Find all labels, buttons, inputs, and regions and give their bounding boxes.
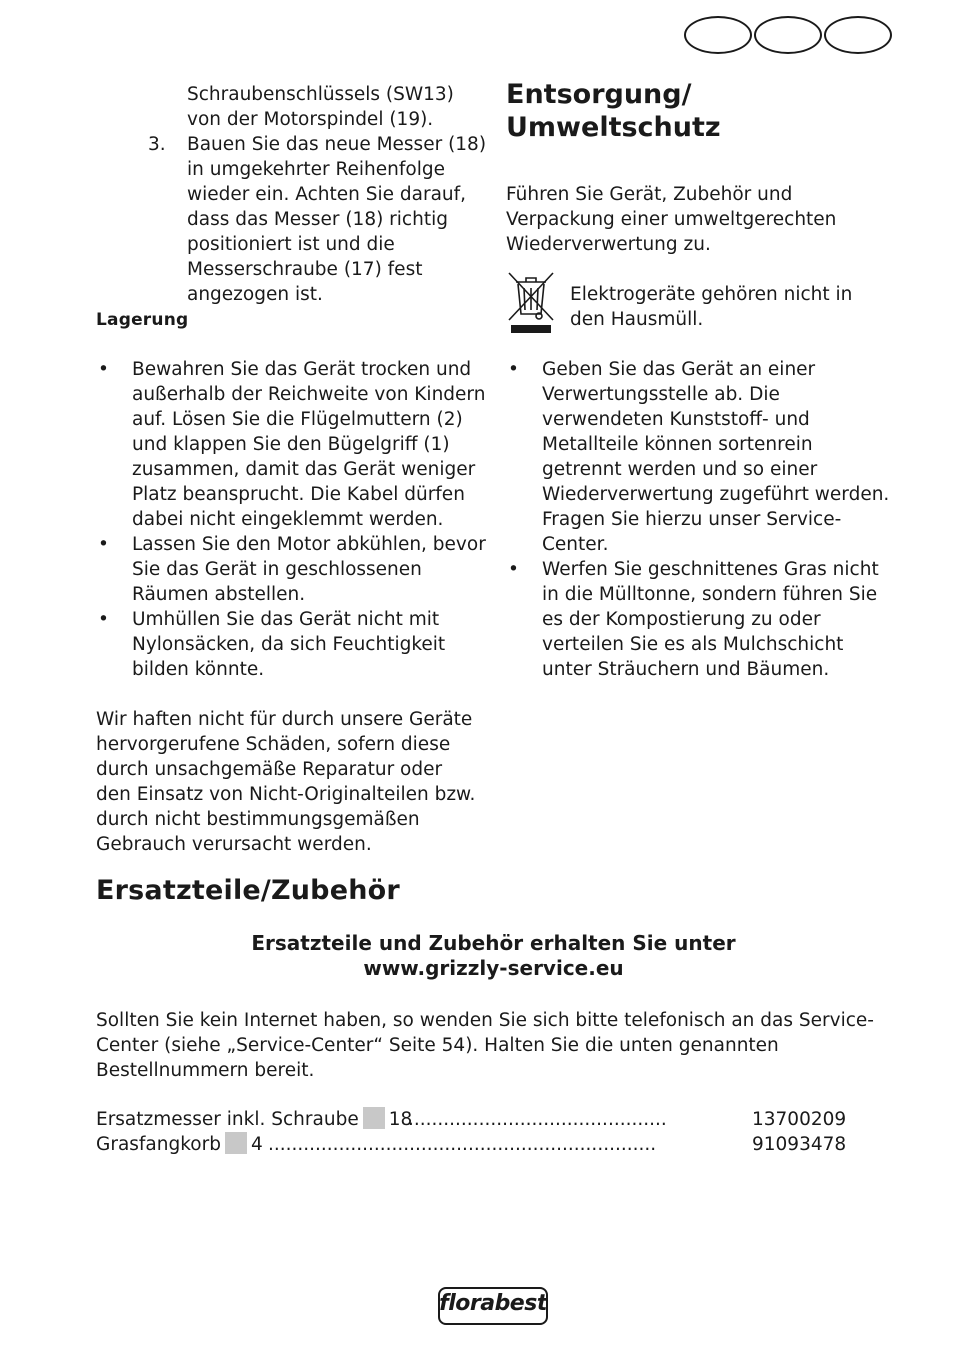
step-text: Bauen Sie das neue Messer (18) in umgekehrter Reihenfolge wieder ein. Achten Sie darauf, dass das Messer (18) richtig positioniert ist und die Messerschraube (17) fest angezogen ist. bbox=[187, 134, 487, 305]
language-badges bbox=[684, 16, 890, 52]
dot-leader: .................................................................. bbox=[268, 1134, 657, 1155]
part-name: Ersatzmesser inkl. Schraube bbox=[96, 1109, 359, 1130]
part-label bbox=[96, 1132, 263, 1157]
step-number: 3. bbox=[148, 134, 166, 155]
liability-text: Wir haften nicht für durch unsere Geräte hervorgerufene Schäden, sofern diese durch unsachgemäße Reparatur oder den Einsatz von Nicht-Originalteilen bzw. durch nicht bestimmungsgemäßen Gebrauch verursacht werden. bbox=[96, 709, 476, 855]
bullet-icon: • bbox=[98, 359, 109, 380]
bullet-icon: • bbox=[98, 609, 109, 630]
list-item-text: Bewahren Sie das Gerät trocken und außerhalb der Reichweite von Kindern auf. Lösen Sie die Flügelmuttern (2) und klappen Sie den Bügelgriff (1) zusammen, damit das Gerät weniger Platz beansprucht. Die Kabel dürfen dabei nicht eingeklemmt werden. bbox=[132, 359, 486, 530]
color-swatch bbox=[225, 1132, 247, 1154]
parts-row bbox=[96, 1107, 856, 1132]
logo-text: florabest bbox=[439, 1291, 547, 1316]
lagerung-list bbox=[96, 357, 486, 682]
crossed-out-wheelie-bin-icon bbox=[506, 270, 556, 334]
language-oval bbox=[754, 16, 822, 54]
parts-row bbox=[96, 1132, 856, 1157]
dot-leader: ............................................ bbox=[408, 1109, 667, 1130]
subheading-line: Ersatzteile und Zubehör erhalten Sie unter bbox=[251, 931, 736, 955]
bullet-icon: • bbox=[508, 359, 519, 380]
florabest-logo bbox=[438, 1283, 548, 1325]
language-oval bbox=[684, 16, 752, 54]
list-item bbox=[506, 557, 891, 682]
entsorgung-text: Führen Sie Gerät, Zubehör und Verpackung einer umweltgerechten Wiederverwertung zu. bbox=[506, 184, 837, 255]
list-item-text: Lassen Sie den Motor abkühlen, bevor Sie das Gerät in geschlossenen Räumen abstellen. bbox=[132, 534, 486, 605]
lagerung-heading: Lagerung bbox=[96, 310, 189, 330]
parts-list bbox=[96, 1107, 856, 1157]
language-oval bbox=[824, 16, 892, 54]
list-item bbox=[96, 357, 486, 532]
part-label bbox=[96, 1107, 412, 1132]
step-3 bbox=[96, 132, 486, 307]
color-swatch bbox=[363, 1107, 385, 1129]
list-item bbox=[96, 532, 486, 607]
service-url-link[interactable]: www.grizzly-service.eu bbox=[363, 956, 624, 980]
part-ref: 18 bbox=[388, 1109, 413, 1130]
heading-line: Entsorgung/ bbox=[506, 79, 692, 110]
entsorgung-heading bbox=[506, 78, 891, 144]
heading-line: Umweltschutz bbox=[506, 112, 721, 143]
list-item-text: Umhüllen Sie das Gerät nicht mit Nylonsäcken, da sich Feuchtigkeit bilden könnte. bbox=[132, 609, 446, 680]
step-continuation-text: Schraubenschlüssels (SW13) von der Motorspindel (19). bbox=[187, 84, 454, 130]
ersatzteile-heading: Ersatzteile/Zubehör bbox=[96, 875, 400, 906]
list-item-text: Werfen Sie geschnittenes Gras nicht in die Mülltonne, sondern führen Sie es der Kompostierung zu oder verteilen Sie es als Mulchschicht unter Sträuchern und Bäumen. bbox=[542, 559, 879, 680]
list-item bbox=[506, 357, 891, 557]
ersatzteile-subheading bbox=[96, 931, 891, 981]
part-number: 91093478 bbox=[752, 1134, 847, 1155]
part-ref: 4 bbox=[250, 1134, 263, 1155]
part-name: Grasfangkorb bbox=[96, 1134, 221, 1155]
list-item-text: Geben Sie das Gerät an einer Verwertungsstelle ab. Die verwendeten Kunststoff- und Metallteile können sortenrein getrennt werden und so einer Wiederverwertung zugeführt werden. Fragen Sie hierzu unser Service-Center. bbox=[542, 359, 890, 555]
list-item bbox=[96, 607, 486, 682]
service-text: Sollten Sie kein Internet haben, so wenden Sie sich bitte telefonisch an das Service-Center (siehe „Service-Center“ Seite 54). Halten Sie die unten genannten Bestellnummern bereit. bbox=[96, 1010, 874, 1081]
weee-text: Elektrogeräte gehören nicht in den Hausmüll. bbox=[570, 284, 853, 330]
entsorgung-list bbox=[506, 357, 891, 682]
part-number: 13700209 bbox=[752, 1109, 847, 1130]
bullet-icon: • bbox=[508, 559, 519, 580]
bullet-icon: • bbox=[98, 534, 109, 555]
